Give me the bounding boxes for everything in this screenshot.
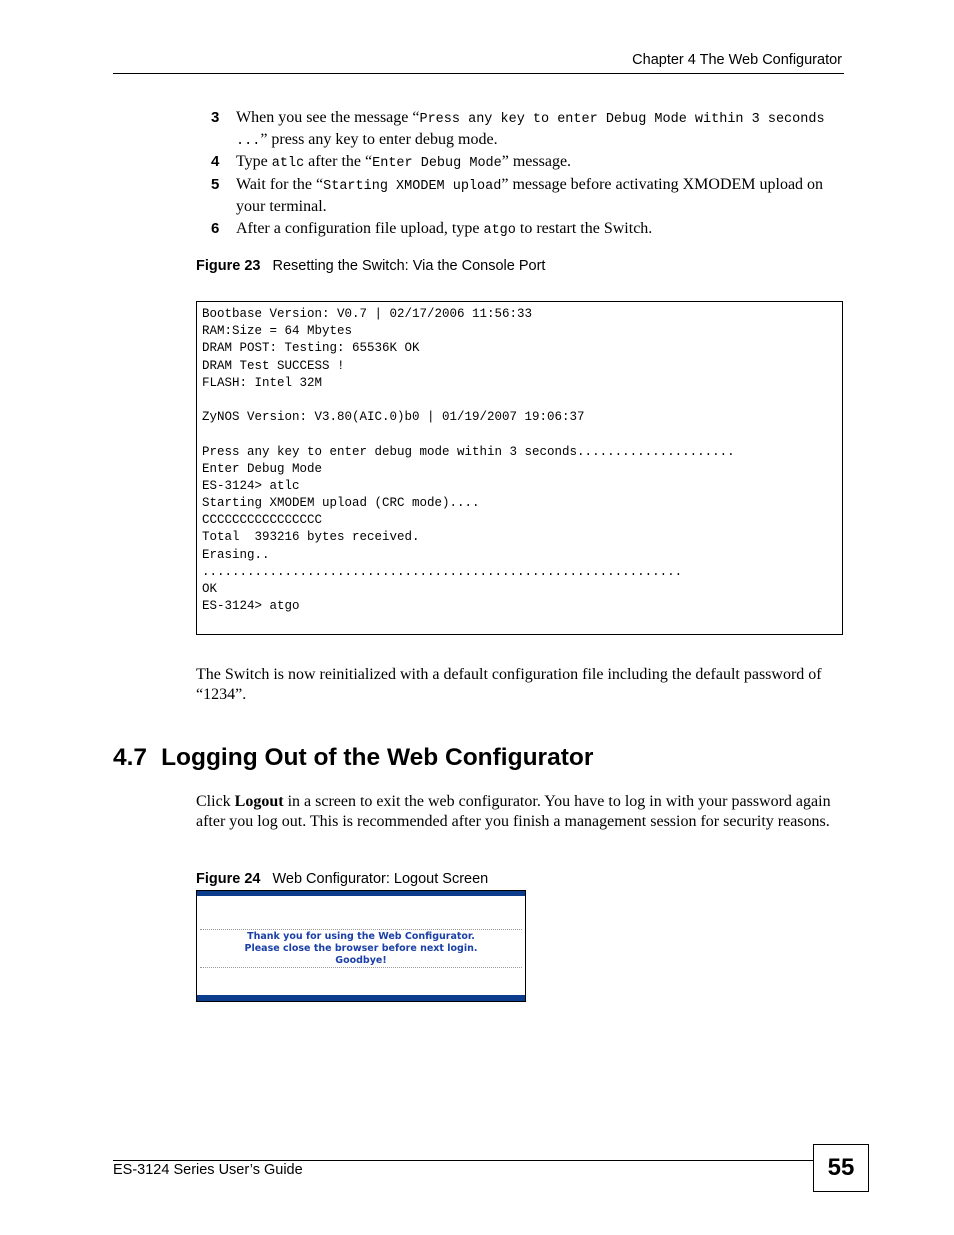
step-text: ” press any key to enter debug mode. [260, 131, 498, 148]
step-text: When you see the message “ [236, 109, 420, 126]
step-code: atlc [271, 156, 305, 171]
step-text: ” message. [501, 153, 572, 170]
step-text: After a configuration file upload, type [236, 220, 484, 237]
step-5 [196, 175, 836, 217]
step-number: 5 [211, 176, 220, 193]
step-number: 4 [211, 153, 220, 170]
console-line: Press any key to enter debug mode within 3 seconds..................... [202, 444, 735, 459]
page-number: 55 [813, 1144, 869, 1192]
figure-24-caption [196, 871, 488, 887]
para-text: in a screen to exit the web configurator. You have to log in with your password again after you log out. This is recommended after you finish a management session for security reasons. [196, 793, 831, 830]
step-6 [196, 219, 836, 241]
step-text: to restart the Switch. [515, 220, 653, 237]
logout-screen-image [196, 890, 526, 1002]
header-rule [113, 73, 844, 74]
console-line: DRAM POST: Testing: 65536K OK [202, 341, 420, 356]
logout-message-3: Goodbye! [335, 955, 387, 966]
step-code: Starting XMODEM upload [323, 179, 502, 194]
console-line [202, 426, 735, 443]
console-line: FLASH: Intel 32M [202, 375, 323, 390]
console-line: DRAM Test SUCCESS ! [202, 358, 345, 373]
section-number: 4.7 [113, 744, 148, 771]
step-number: 3 [211, 109, 220, 126]
step-text: Wait for the “ [236, 176, 324, 193]
console-line: RAM:Size = 64 Mbytes [202, 324, 353, 339]
footer-guide-title: ES-3124 Series User’s Guide [113, 1162, 303, 1178]
figure-title: Web Configurator: Logout Screen [272, 871, 489, 887]
reinit-paragraph: The Switch is now reinitialized with a default configuration file including the default password of “1234”. [196, 666, 822, 703]
console-lines [202, 306, 735, 615]
console-line: Bootbase Version: V0.7 | 02/17/2006 11:56:33 [202, 307, 533, 321]
console-line: CCCCCCCCCCCCCCCC [202, 513, 323, 528]
running-header: Chapter 4 The Web Configurator [632, 52, 842, 68]
logout-term: Logout [234, 793, 284, 810]
figure-label: Figure 24 [196, 871, 261, 887]
step-code: Press any key to enter Debug Mode within 3 seconds ... [236, 112, 825, 149]
footer-rule [113, 1160, 813, 1161]
step-3 [196, 108, 836, 152]
console-line: OK [202, 582, 218, 596]
figure-title: Resetting the Switch: Via the Console Port [272, 258, 546, 274]
step-number: 6 [211, 220, 220, 237]
figure-label: Figure 23 [196, 258, 261, 274]
logout-message-1: Thank you for using the Web Configurator. [247, 931, 475, 942]
console-line [202, 392, 735, 409]
console-line: ES-3124> atlc [202, 478, 300, 493]
console-line: Total 393216 bytes received. [202, 530, 420, 545]
console-line: Erasing.. [202, 547, 270, 562]
console-output-box [196, 301, 843, 635]
section-title: Logging Out of the Web Configurator [161, 744, 594, 771]
step-code: Enter Debug Mode [372, 156, 502, 171]
step-text: after the “ [304, 153, 373, 170]
console-line: Enter Debug Mode [202, 461, 323, 476]
step-text: Type [236, 153, 272, 170]
step-text: ” message before activating XMODEM upload on your terminal. [236, 176, 824, 215]
console-line: Starting XMODEM upload (CRC mode).... [202, 496, 480, 511]
console-line: ZyNOS Version: V3.80(AIC.0)b0 | 01/19/2007 19:06:37 [202, 410, 585, 425]
logout-paragraph [196, 792, 846, 832]
bottom-bar [197, 995, 525, 1001]
step-4 [196, 152, 836, 174]
section-heading [113, 744, 593, 772]
console-line: ................................................................ [202, 564, 683, 579]
dotted-divider [200, 929, 522, 930]
console-line: ES-3124> atgo [202, 599, 300, 614]
step-code: atgo [483, 223, 516, 238]
top-bar [197, 891, 525, 896]
figure-23-caption [196, 258, 545, 274]
logout-message-2: Please close the browser before next login. [244, 943, 478, 954]
para-text: Click [196, 793, 235, 810]
dotted-divider [200, 967, 522, 968]
